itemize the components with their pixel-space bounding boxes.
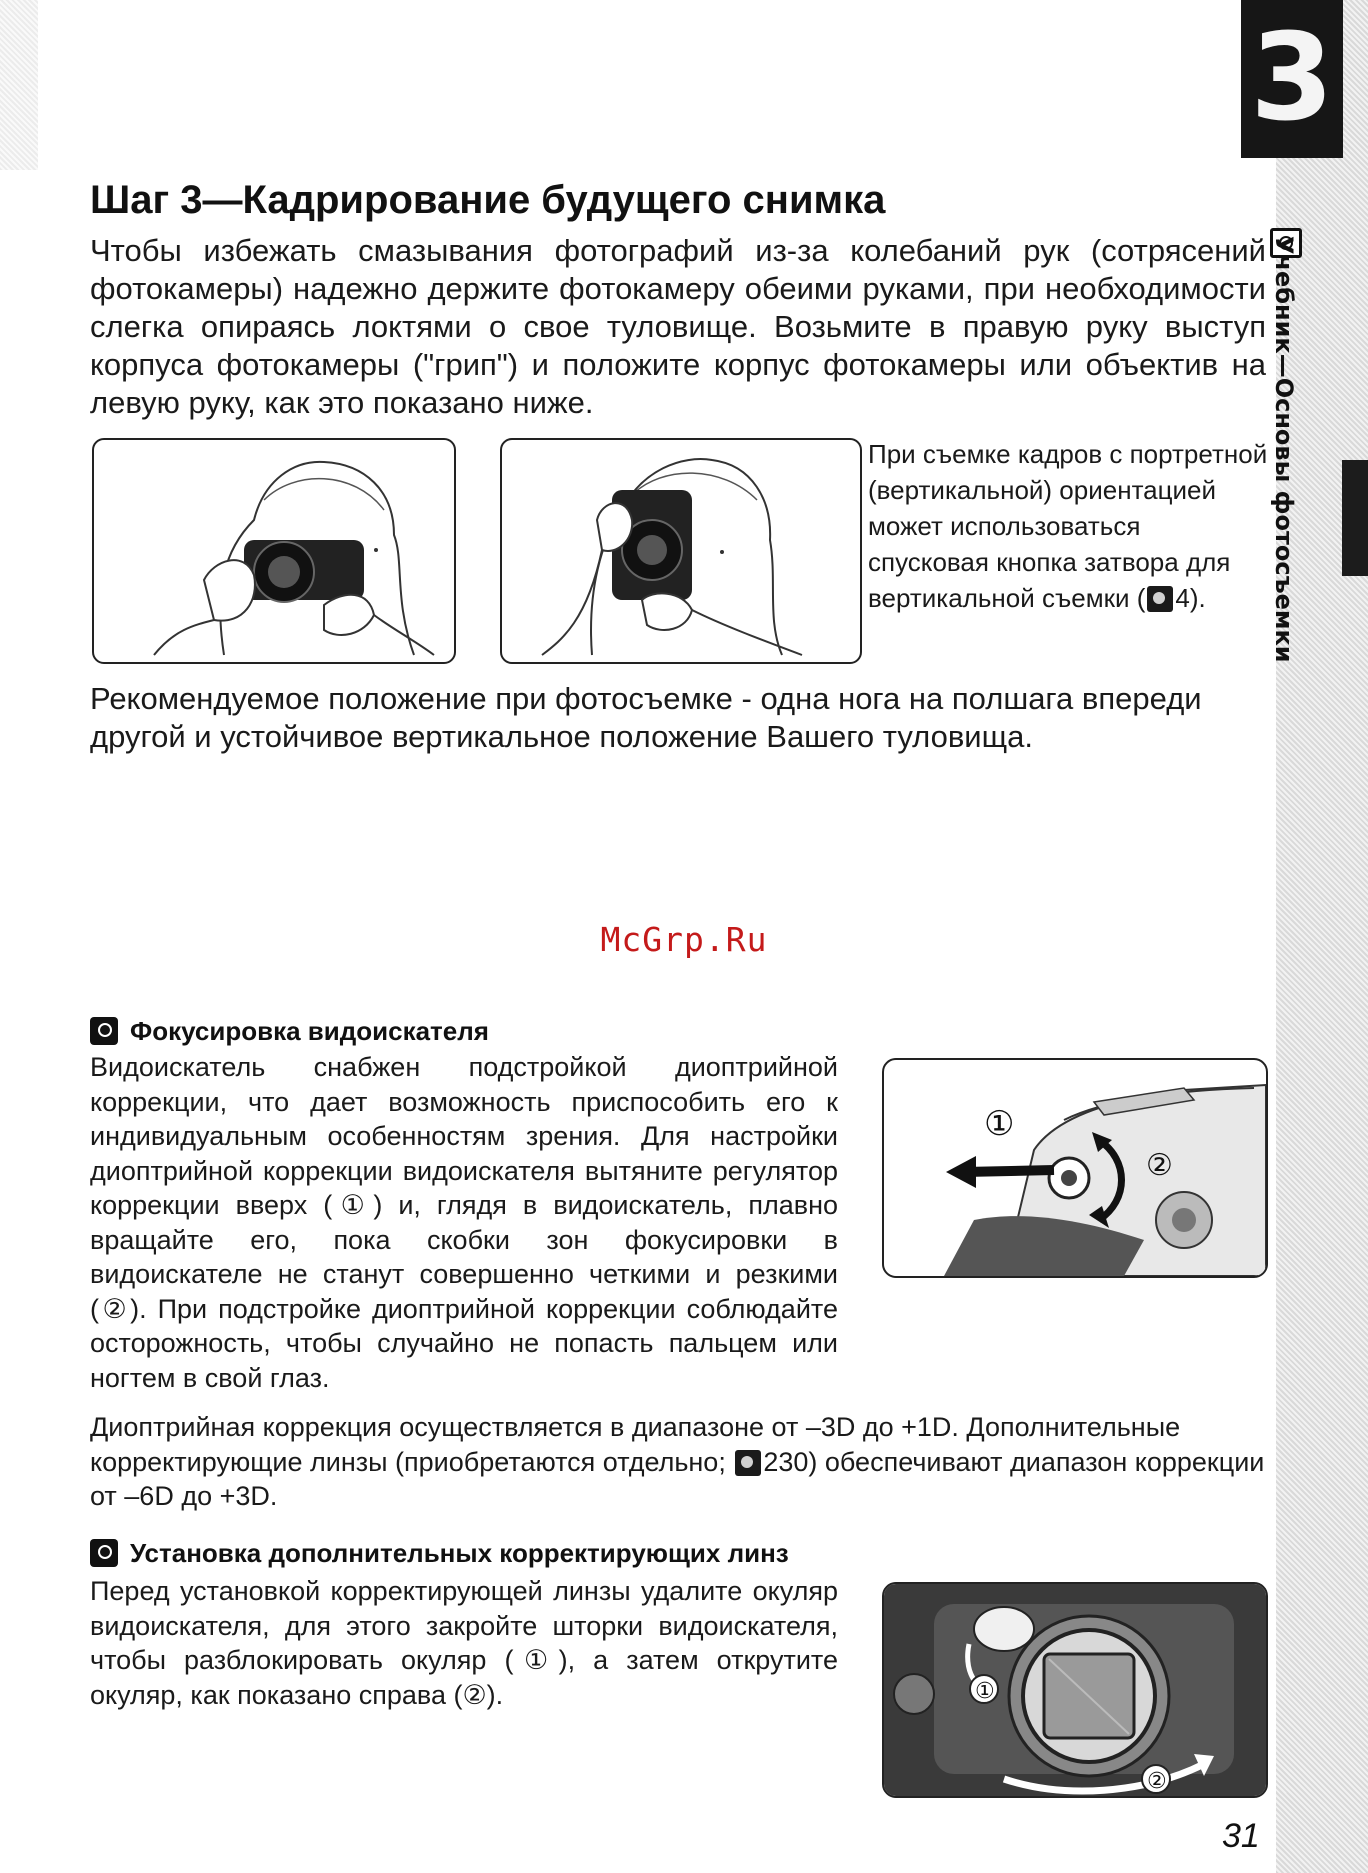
page-title: Шаг 3—Кадрирование будущего снимка [90, 178, 886, 222]
caption-close: ). [1189, 583, 1206, 613]
lens-paragraph: Перед установкой корректирующей линзы удалите окуляр видоискателя, для этого закройте шторки видоискателя, чтобы разблокировать окуляр (①), а затем открутите окуляр, как показано справа (②). [90, 1576, 838, 1710]
section-marker [1342, 460, 1368, 576]
range-page-ref: 230 [763, 1446, 809, 1477]
photo-horizontal-grip [92, 438, 456, 664]
page-number: 31 [1222, 1817, 1260, 1855]
range-text-end: ) обеспечивают диапазон коррекции от –6D до +3D. [90, 1446, 1265, 1511]
side-chapter-title: Учебник—Основы фотосъемки [1270, 236, 1298, 663]
diopter-step-2-marker: ② [1146, 1148, 1173, 1183]
page-reference-icon [1147, 586, 1173, 612]
lens-section-title [90, 1538, 789, 1569]
intro-paragraph: Чтобы избежать смазывания фотографий из-за колебаний рук (сотрясений фотокамеры) надежно держите фотокамеру обеими руками, при необходимости слегка опираясь локтями о свое туловище. Возьмите в правую руку выступ корпуса фотокамеры ("грип") и положите корпус фотокамеры или объектив на левую руку, как это показано ниже. [90, 233, 1266, 420]
range-text: Диоптрийная коррекция осуществляется в диапазоне от –3D до +1D. Дополнительные корректирующие линзы (приобретаются отдельно; [90, 1412, 1181, 1477]
focus-section-title [90, 1016, 489, 1047]
focus-paragraph: Видоискатель снабжен подстройкой диоптрийной коррекции, что дает возможность приспособить его к индивидуальным особенностям зрения. Для настройки диоптрийной коррекции видоискателя вытяните регулятор коррекции вверх (①) и, глядя в видоискатель, плавно вращайте его, пока скобки зон фокусировки в видоискателе не станут совершенно четкими и резкими (②). При подстройке диоптрийной коррекции соблюдайте осторожность, чтобы случайно не попасть пальцем или ногтем в свой глаз. [90, 1052, 838, 1393]
diopter-range-paragraph [90, 1410, 1266, 1514]
focus-title-text: Фокусировка видоискателя [130, 1016, 489, 1046]
adjustment-icon [90, 1539, 118, 1567]
watermark: McGrp.Ru [600, 920, 768, 959]
vertical-grip-illustration [502, 440, 860, 662]
page-reference-icon [735, 1450, 761, 1476]
diopter-step-1-marker: ① [984, 1104, 1015, 1144]
eyepiece-drawing [884, 1584, 1266, 1796]
stance-paragraph: Рекомендуемое положение при фотосъемке - одна нога на полшага впереди другой и устойчивое вертикальное положение Вашего туловища. [90, 681, 1202, 754]
diopter-drawing [884, 1060, 1266, 1276]
vertical-shooting-caption [868, 436, 1268, 616]
scan-noise [0, 0, 38, 170]
caption-page-ref: 4 [1175, 583, 1190, 613]
chapter-tab: 3 [1241, 0, 1343, 158]
adjustment-icon [90, 1017, 118, 1045]
eyepiece-illustration [882, 1582, 1268, 1798]
eyepiece-step-2-marker: ② [1147, 1769, 1167, 1794]
photo-vertical-grip [500, 438, 862, 664]
lens-title-text: Установка дополнительных корректирующих линз [130, 1538, 789, 1568]
horizontal-grip-illustration [94, 440, 454, 662]
eyepiece-step-1-marker: ① [975, 1679, 995, 1704]
diopter-illustration [882, 1058, 1268, 1278]
caption-text: При съемке кадров с портретной (вертикальной) ориентацией может использоваться спусковая кнопка затвора для вертикальной съемки ( [868, 439, 1268, 613]
